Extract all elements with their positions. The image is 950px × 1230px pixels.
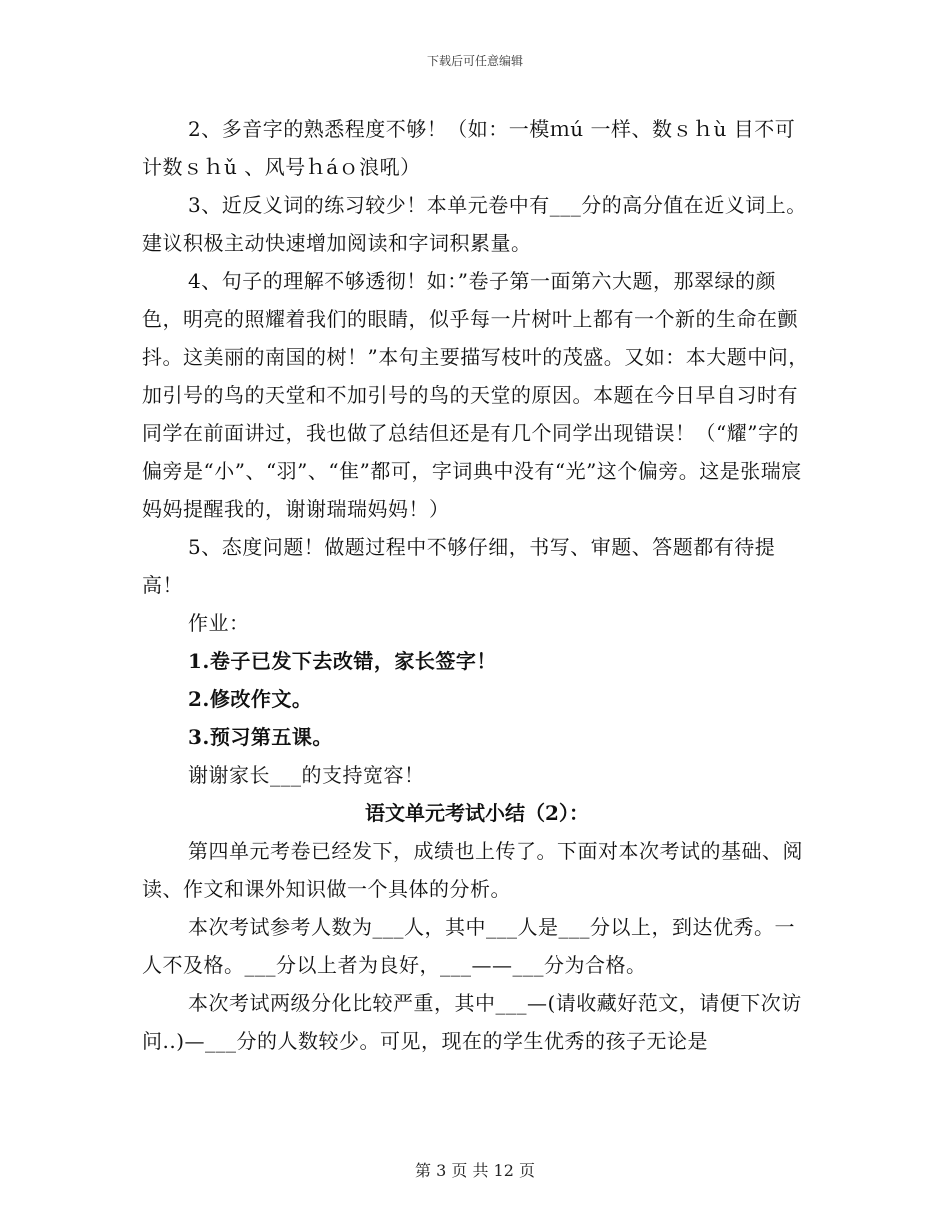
- homework-item-3: 3.预习第五课。: [188, 725, 333, 749]
- thanks-parents: 谢谢家长___的支持宽容！: [188, 763, 425, 787]
- page-header: 下载后可任意编辑: [426, 54, 523, 68]
- homework-heading: 作业：: [188, 611, 250, 635]
- paragraph-polyphonic: 2、多音字的熟悉程度不够！（如：一模ｍú 一样、数ｓｈù 目不可计数ｓｈǔ 、风号ｈáｏ浪吼）: [142, 117, 796, 179]
- paragraph-synonyms: 3、近反义词的练习较少！本单元卷中有___分的高分值在近义词上。建议积极主动快速增加阅读和字词积累量。: [142, 193, 807, 255]
- homework-item-2: 2.修改作文。: [188, 687, 313, 711]
- paragraph-sentence-understanding: 4、句子的理解不够透彻！如：”卷子第一面第六大题，那翠绿的颜色，明亮的照耀着我们的眼睛，似乎每一片树叶上都有一个新的生命在颤抖。这美丽的南国的树！”本句主要描写枝叶的茂盛。又如：本大题中问，加引号的鸟的天堂和不加引号的鸟的天堂的原因。本题在今日早自习时有同学在前面讲过，我也做了总结但还是有几个同学出现错误！（“耀”字的偏旁是“小”、“羽”、“隹”都可，字词典中没有“光”这个偏旁。这是张瑞宸妈妈提醒我的，谢谢瑞瑞妈妈！）: [142, 269, 809, 521]
- paragraph-participants: 本次考试参考人数为___人，其中___人是___分以上，到达优秀。一人不及格。___分以上者为良好，___——___分为合格。: [142, 915, 795, 977]
- paragraph-attitude: 5、态度问题！做题过程中不够仔细，书写、审题、答题都有待提高！: [142, 535, 776, 597]
- page-footer: 第 3 页 共 12 页: [415, 1161, 535, 1180]
- section-title: 语文单元考试小结（2）：: [365, 801, 589, 825]
- homework-item-1: 1.卷子已发下去改错，家长签字！: [188, 649, 497, 673]
- paragraph-polarization: 本次考试两级分化比较严重，其中___—(请收藏好范文，请便下次访问..)—___分的人数较少。可见，现在的学生优秀的孩子无论是: [142, 991, 802, 1053]
- document-body: [142, 110, 812, 1060]
- paragraph-intro: 第四单元考卷已经发下，成绩也上传了。下面对本次考试的基础、阅读、作文和课外知识做一个具体的分析。: [142, 839, 803, 901]
